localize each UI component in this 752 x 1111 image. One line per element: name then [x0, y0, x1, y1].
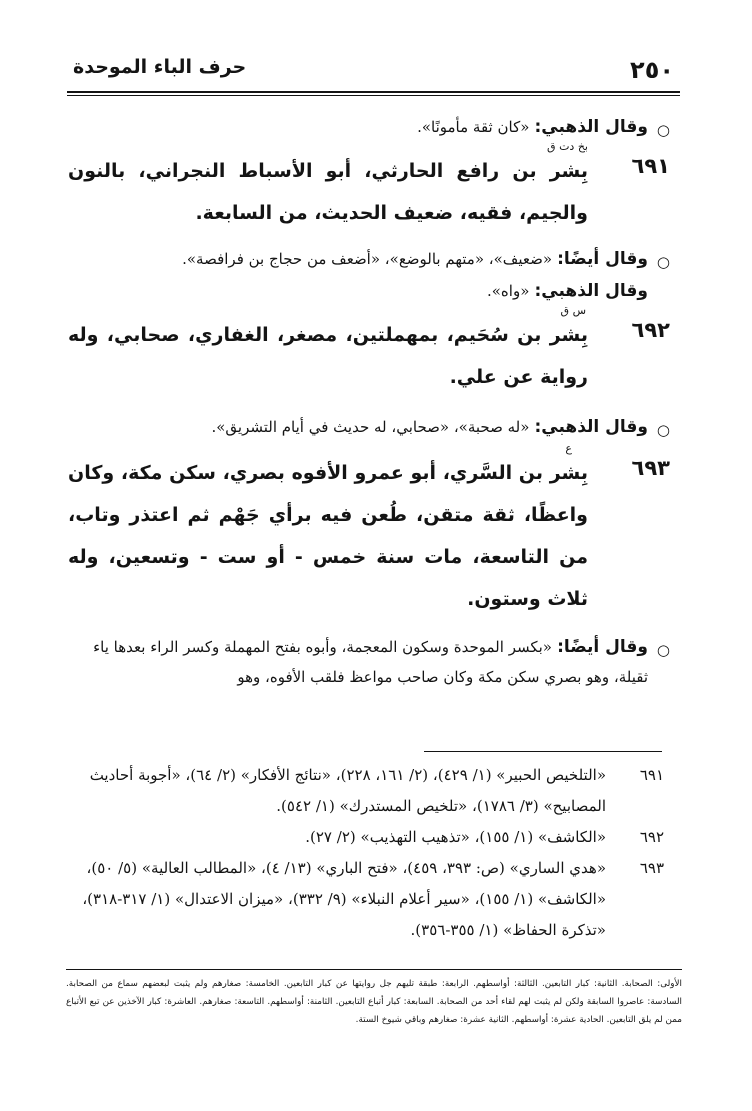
additional-note — [68, 244, 670, 274]
additional-note — [68, 632, 670, 692]
footnote-693 — [68, 853, 668, 946]
narrator-symbol: ع — [565, 442, 572, 455]
footnote-691 — [68, 760, 668, 822]
entry-691 — [68, 140, 670, 234]
note-text: «كان ثقة مأمونًا». — [417, 118, 530, 136]
narrator-symbol: س ق — [560, 304, 586, 317]
main-text — [68, 112, 670, 692]
entry-693 — [68, 442, 670, 620]
footnotes — [68, 760, 668, 946]
entry-text: بِشر بن السَّري، أبو عمرو الأفوه بصري، سكن مكة، وكان واعظًا، ثقة متقن، طُعن فيه برأي جَهْم ثم اعتذر وتاب، من التاسعة، مات سنة خمس - أو ست - وتسعين، وله ثلاث وستون. — [68, 462, 588, 610]
entry-number: ٦٩٣ — [631, 456, 670, 480]
note-label: وقال الذهبي: — [534, 281, 648, 301]
header-rule-thin — [67, 95, 680, 96]
page-number: ٢٥٠ — [630, 56, 674, 84]
note-label: وقال الذهبي: — [534, 417, 648, 437]
circle-bullet-icon: ○ — [656, 253, 670, 271]
generation-legend: الأولى: الصحابة. الثانية: كبار التابعين. الثالثة: أواسطهم. الرابعة: طبقة تليهم جل روايتها عن كبار التابعين. الخامسة: صغارهم ولم يثبت لبعضهم سماع من الصحابة. السادسة: عاصروا السابقة ولكن لم يثبت لهم لقاء أحد من الصحابة. السابعة: كبار أتباع التابعين. الثامنة: أواسطهم. التاسعة: صغارهم. العاشرة: كبار الآخذين عن تبع الأتباع ممن لم يلق التابعين. الحادية عشرة: أواسطهم. الثانية عشرة: صغارهم وباقي شيوخ الستة. — [66, 979, 682, 1025]
footnote-number: ٦٩١ — [639, 766, 664, 784]
legend-rule — [66, 969, 682, 970]
entry-text: بِشر بن سُحَيم، بمهملتين، مصغر، الغفاري، صحابي، وله رواية عن علي. — [68, 324, 588, 388]
header-rule-thick — [67, 91, 680, 93]
dhahabi-note — [68, 276, 670, 306]
note-text: «له صحبة»، «صحابي، له حديث في أيام التشريق». — [211, 418, 530, 436]
circle-bullet-icon: ○ — [656, 641, 670, 659]
dhahabi-note — [68, 412, 670, 442]
footnote-number: ٦٩٣ — [639, 859, 664, 877]
note-label: وقال أيضًا: — [557, 249, 648, 269]
dhahabi-note — [68, 112, 670, 142]
note-text: «ضعيف»، «متهم بالوضع»، «أضعف من حجاج بن فرافصة». — [182, 250, 552, 268]
entry-number: ٦٩١ — [631, 154, 670, 178]
narrator-symbol: بخ دت ق — [547, 140, 588, 153]
footnote-rule — [424, 751, 662, 752]
running-head — [67, 50, 680, 90]
entry-text: بِشر بن رافع الحارثي، أبو الأسباط النجراني، بالنون والجيم، فقيه، ضعيف الحديث، من السابعة. — [68, 160, 588, 224]
circle-bullet-icon: ○ — [656, 421, 670, 439]
footnote-number: ٦٩٢ — [639, 828, 664, 846]
entry-692 — [68, 304, 670, 398]
footnote-text: «التلخيص الحبير» (١/ ٤٢٩)، (٢/ ١٦١، ٢٢٨)، «نتائج الأفكار» (٢/ ٦٤)، «أجوبة أحاديث المصابيح» (٣/ ١٧٨٦)، «تلخيص المستدرك» (١/ ٥٤٢). — [89, 766, 606, 815]
footnote-692 — [68, 822, 668, 853]
circle-bullet-icon: ○ — [656, 121, 670, 139]
note-label: وقال الذهبي: — [534, 117, 648, 137]
footnote-text: «الكاشف» (١/ ١٥٥)، «تذهيب التهذيب» (٢/ ٢٧). — [305, 828, 606, 846]
chapter-title: حرف الباء الموحدة — [73, 56, 247, 78]
entry-number: ٦٩٢ — [631, 318, 670, 342]
note-text: «واه». — [486, 282, 530, 300]
note-label: وقال أيضًا: — [557, 637, 648, 657]
note-text: «بكسر الموحدة وسكون المعجمة، وأبوه بفتح المهملة وكسر الراء بعدها ياء ثقيلة، وهو بصري سكن مكة وكان صاحب مواعظ فلقب الأفوه، وهو — [93, 638, 648, 686]
footnote-text: «هدي الساري» (ص: ٣٩٣، ٤٥٩)، «فتح الباري» (١٣/ ٤)، «المطالب العالية» (٥/ ٥٠)، «الكاشف» (١/ ١٥٥)، «سير أعلام النبلاء» (٩/ ٣٣٢)، «ميزان الاعتدال» (١/ ٣١٧-٣١٨)، «تذكرة الحفاظ» (١/ ٣٥٥-٣٥٦). — [82, 859, 606, 939]
